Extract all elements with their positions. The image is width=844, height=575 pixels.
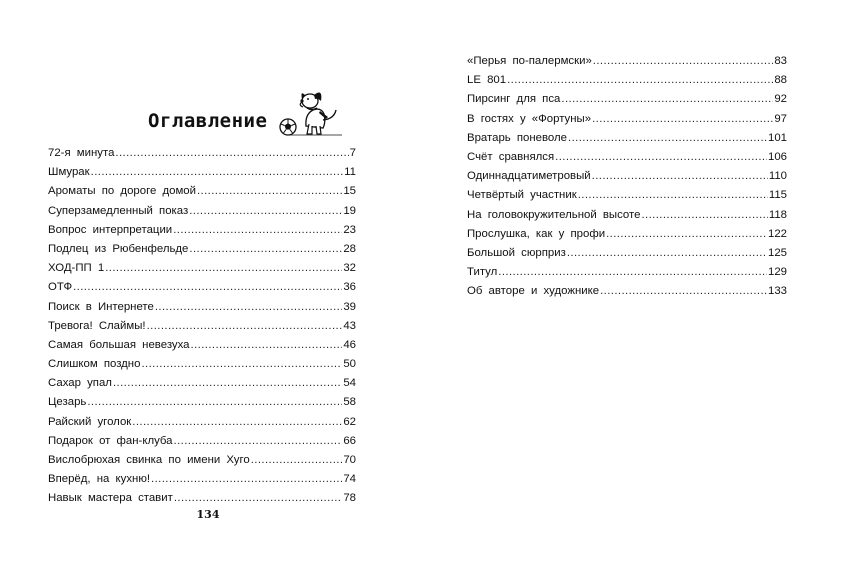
- toc-entry: [467, 263, 787, 282]
- entry-title: Пирсинг для пса: [467, 93, 561, 106]
- entry-page: 7: [349, 147, 356, 159]
- entry-page: 43: [343, 319, 356, 332]
- toc-entry: [467, 129, 787, 148]
- entry-title: Об авторе и художнике: [467, 285, 600, 298]
- entry-title: ОТФ: [48, 281, 73, 294]
- toc-entry: [48, 470, 356, 489]
- toc-entry: [467, 206, 787, 225]
- toc-list-left: [48, 144, 356, 509]
- toc-entry: [48, 489, 356, 508]
- dot-leader: [191, 336, 343, 355]
- toc-entry: [467, 90, 787, 109]
- toc-entry: [48, 451, 356, 470]
- toc-entry: [467, 167, 787, 186]
- dot-leader: [592, 110, 773, 129]
- toc-entry: [48, 259, 356, 278]
- dot-leader: [173, 221, 342, 240]
- entry-title: Сахар упал: [48, 377, 112, 390]
- dot-leader: [189, 202, 342, 221]
- toc-entry: [48, 298, 356, 317]
- entry-page: 11: [344, 166, 356, 179]
- dot-leader: [568, 129, 767, 148]
- entry-page: 88: [774, 74, 787, 87]
- toc-entry: [48, 374, 356, 393]
- entry-page: 19: [343, 204, 356, 217]
- dot-leader: [174, 432, 343, 451]
- dot-leader: [105, 259, 342, 278]
- dot-leader: [174, 489, 343, 508]
- toc-entry: [467, 244, 787, 263]
- toc-entry: [467, 225, 787, 244]
- entry-title: ХОД-ПП 1: [48, 262, 105, 275]
- entry-title: Райский уголок: [48, 415, 132, 428]
- dot-leader: [87, 393, 342, 412]
- dot-leader: [251, 451, 343, 470]
- entry-page: 32: [343, 262, 356, 275]
- dot-leader: [73, 278, 342, 297]
- dot-leader: [567, 244, 767, 263]
- toc-entry: [48, 336, 356, 355]
- entry-title: Ароматы по дороге домой: [48, 185, 196, 198]
- right-page: [422, 0, 844, 575]
- dot-leader: [147, 317, 343, 336]
- entry-page: 92: [774, 93, 787, 106]
- dot-leader: [132, 413, 342, 432]
- toc-entry: [48, 432, 356, 451]
- toc-heading: Оглавление: [148, 110, 268, 132]
- entry-page: 54: [343, 377, 356, 390]
- entry-title: Одиннадцатиметровый: [467, 170, 591, 183]
- entry-page: 110: [768, 170, 787, 183]
- entry-page: 78: [343, 492, 356, 505]
- toc-entry: [467, 52, 787, 71]
- entry-page: 28: [343, 242, 356, 255]
- entry-title: Суперзамедленный показ: [48, 204, 189, 217]
- toc-entry: [467, 110, 787, 129]
- dot-leader: [91, 163, 344, 182]
- toc-entry: [48, 413, 356, 432]
- dot-leader: [606, 225, 767, 244]
- entry-page: 101: [767, 131, 787, 144]
- entry-title: Тревога! Слаймы!: [48, 319, 146, 332]
- toc-entry: [48, 144, 356, 163]
- entry-page: 66: [343, 434, 356, 447]
- dot-leader: [592, 167, 768, 186]
- toc-entry: [48, 317, 356, 336]
- dot-leader: [189, 240, 342, 259]
- entry-title: Навык мастера ставит: [48, 492, 173, 505]
- dot-leader: [141, 355, 342, 374]
- entry-page: 58: [343, 396, 356, 409]
- entry-page: 97: [774, 112, 787, 125]
- dot-leader: [155, 298, 342, 317]
- entry-page: 125: [767, 246, 787, 259]
- dog-with-soccer-ball-icon: [276, 86, 346, 138]
- entry-title: LE 801: [467, 74, 507, 87]
- toc-entry: [48, 221, 356, 240]
- entry-title: Большой сюрприз: [467, 246, 566, 259]
- entry-title: Подарок от фан-клуба: [48, 434, 173, 447]
- toc-entry: [467, 186, 787, 205]
- entry-title: Цезарь: [48, 396, 87, 409]
- entry-page: 83: [774, 55, 787, 67]
- toc-entry: [48, 163, 356, 182]
- dot-leader: [507, 71, 773, 90]
- dot-leader: [600, 282, 767, 301]
- entry-title: Вопрос интерпретации: [48, 223, 173, 236]
- toc-entry: [48, 355, 356, 374]
- entry-page: 70: [343, 454, 356, 466]
- toc-entry: [48, 202, 356, 221]
- entry-page: 15: [343, 185, 356, 198]
- entry-page: 36: [343, 281, 356, 294]
- entry-title: На головокружительной высоте: [467, 208, 641, 221]
- entry-page: 39: [343, 300, 356, 313]
- entry-title: Подлец из Рюбенфельде: [48, 242, 189, 255]
- entry-title: В гостях у «Фортуны»: [467, 112, 592, 125]
- page-number: 134: [196, 508, 220, 521]
- toc-entry: [467, 282, 787, 301]
- entry-title: Четвёртый участник: [467, 189, 577, 202]
- entry-title: Счёт сравнялся: [467, 150, 555, 163]
- entry-title: Титул: [467, 266, 498, 279]
- entry-page: 50: [343, 358, 356, 371]
- toc-entry: [48, 182, 356, 201]
- dot-leader: [555, 148, 767, 167]
- toc-entry: [467, 71, 787, 90]
- dot-leader: [115, 144, 348, 163]
- entry-title: Шмурак: [48, 166, 90, 179]
- entry-title: Вратарь поневоле: [467, 131, 567, 144]
- entry-page: 122: [767, 227, 787, 240]
- entry-page: 115: [768, 189, 787, 202]
- entry-title: Самая большая невезуха: [48, 338, 190, 351]
- entry-page: 74: [343, 473, 356, 486]
- entry-page: 46: [343, 338, 356, 351]
- entry-title: Вислобрюхая свинка по имени Хуго: [48, 454, 250, 466]
- dot-leader: [151, 470, 342, 489]
- entry-page: 62: [343, 415, 356, 428]
- toc-heading-block: [148, 86, 358, 138]
- toc-list-right: [467, 52, 787, 301]
- entry-page: 118: [768, 208, 787, 221]
- dot-leader: [578, 186, 768, 205]
- dot-leader: [197, 182, 342, 201]
- entry-title: Слишком поздно: [48, 358, 141, 371]
- toc-entry: [48, 240, 356, 259]
- entry-title: «Перья по-палермски»: [467, 55, 592, 67]
- entry-title: Вперёд, на кухню!: [48, 473, 151, 486]
- entry-title: Поиск в Интернете: [48, 300, 154, 313]
- entry-page: 106: [767, 150, 787, 163]
- entry-page: 23: [343, 223, 356, 236]
- toc-entry: [467, 148, 787, 167]
- dot-leader: [498, 263, 767, 282]
- entry-title: Прослушка, как у профи: [467, 227, 606, 240]
- toc-entry: [48, 393, 356, 412]
- toc-entry: [48, 278, 356, 297]
- dot-leader: [561, 90, 773, 109]
- entry-title: 72-я минута: [48, 147, 115, 159]
- entry-page: 129: [767, 266, 787, 279]
- dot-leader: [593, 52, 774, 71]
- entry-page: 133: [767, 285, 787, 298]
- dot-leader: [641, 206, 767, 225]
- dot-leader: [113, 374, 342, 393]
